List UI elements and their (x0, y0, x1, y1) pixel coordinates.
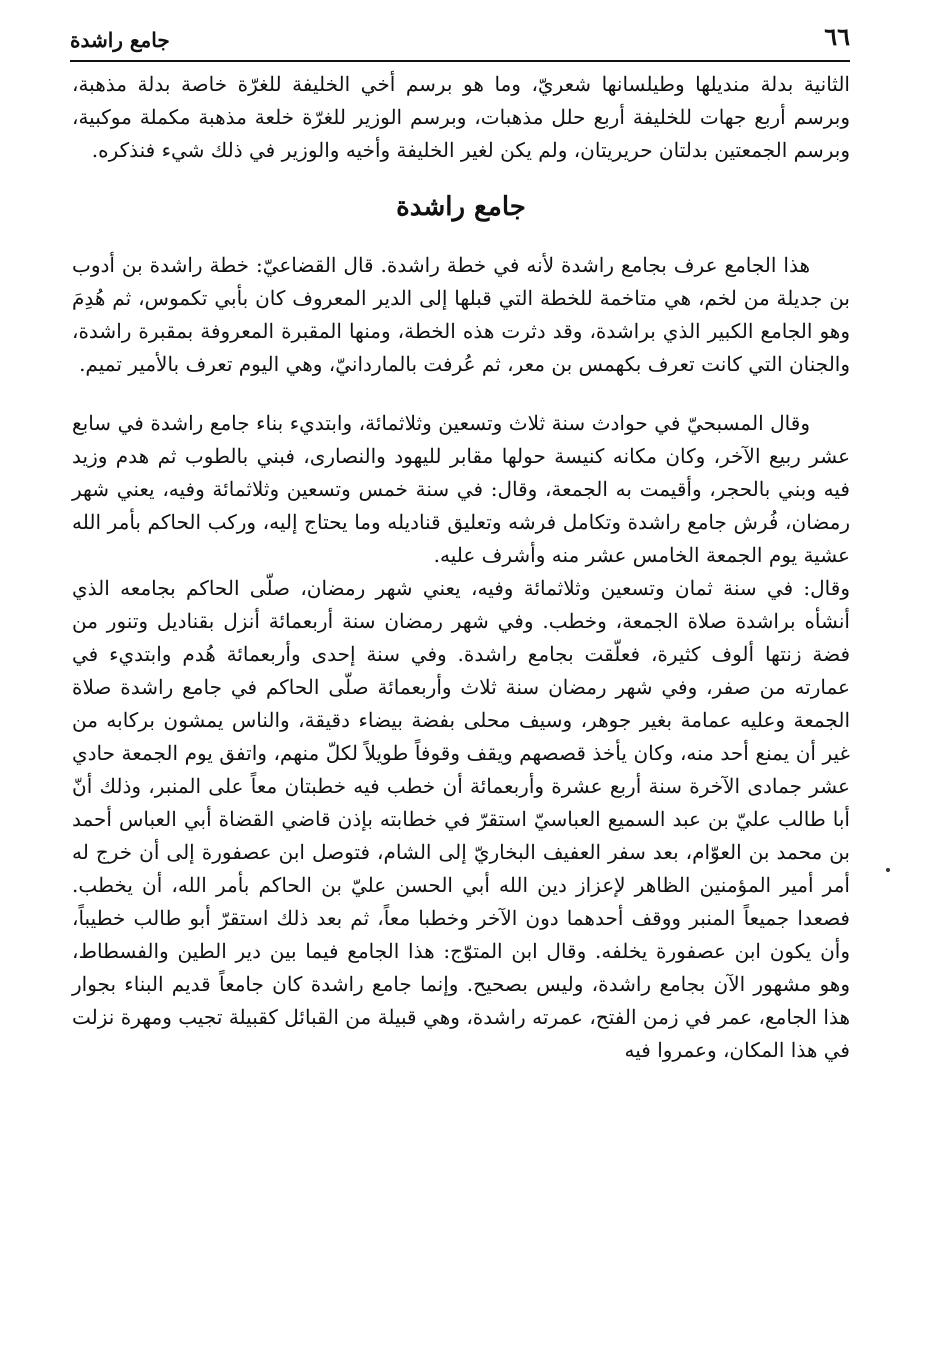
paragraph-1: هذا الجامع عرف بجامع راشدة لأنه في خطة راشدة. قال القضاعيّ: خطة راشدة بن أدوب بن جديلة من لخم، هي متاخمة للخطة التي قبلها إلى الدير المعروف كان بأبي تكموس، ثم هُدِمَ وهو الجامع الكبير الذي براشدة، وقد دثرت هذه الخطة، ومنها المقبرة المعروفة بمقبرة راشدة، والجنان التي كانت تعرف بكهمس بن معر، ثم عُرفت بالماردانيّ، وهي اليوم تعرف بالأمير تميم. (72, 253, 850, 376)
section-title: جامع راشدة (396, 192, 526, 222)
margin-dot (886, 868, 890, 872)
header-rule (70, 60, 850, 62)
running-header (70, 18, 850, 58)
intro-paragraph: الثانية بدلة منديلها وطيلسانها شعريّ، وما هو برسم أخي الخليفة للغرّة خاصة بدلة مذهبة، وبرسم أربع جهات للخليفة أربع حلل مذهبات، وبرسم الوزير للغرّة خلعة مذهبة مكملة موكبية، وبرسم الجمعتين بدلتان حريريتان، ولم يكن لغير الخليفة وأخيه والوزير في ذلك شيء فنذكره. (72, 72, 850, 162)
page-number: ٦٦ (824, 22, 850, 51)
paragraph-2: وقال المسبحيّ في حوادث سنة ثلاث وتسعين وثلاثمائة، وابتديء بناء جامع راشدة في سابع عشر ربيع الآخر، وكان مكانه كنيسة حولها مقابر لليهود والنصارى، فبني بالطوب ثم هدم وزيد فيه وبني بالحجر، وأقيمت به الجمعة، وقال: في سنة خمس وتسعين وثلاثمائة وفيه، يعني شهر رمضان، فُرش جامع راشدة وتكامل فرشه وتعليق قناديله وما يحتاج إليه، وركب الحاكم بأمر الله عشية يوم الجمعة الخامس عشر منه وأشرف عليه. (72, 411, 850, 567)
running-title: جامع راشدة (70, 28, 170, 52)
page-body (72, 68, 850, 1067)
paragraph-3: وقال: في سنة ثمان وتسعين وثلاثمائة وفيه، يعني شهر رمضان، صلّى الحاكم بجامعه الذي أنشأه براشدة صلاة الجمعة، وخطب. وفي شهر رمضان سنة أربعمائة أنزل بقناديل وتنور من فضة زنتها ألوف كثيرة، فعلّقت بجامع راشدة. وفي سنة إحدى وأربعمائة هُدم وابتديء في عمارته من صفر، وفي شهر رمضان سنة ثلاث وأربعمائة صلّى الحاكم في جامع راشدة صلاة الجمعة وعليه عمامة بغير جوهر، وسيف محلى بفضة بيضاء دقيقة، والناس يمشون بركابه من غير أن يمنع أحد منه، وكان يأخذ قصصهم ويقف وقوفاً طويلاً لكلّ منهم، واتفق يوم الجمعة حادي عشر جمادى الآخرة سنة أربع عشرة وأربعمائة أن خطب فيه خطبتان معاً على المنبر، وذلك أنّ أبا طالب عليّ بن عبد السميع العباسيّ استقرّ في خطابته بإذن قاضي القضاة أبي العباس أحمد بن محمد بن العوّام، بعد سفر العفيف البخاريّ إلى الشام، فتوصل ابن عصفورة إلى أن خرج له أمر أمير المؤمنين الظاهر لإعزاز دين الله أبي الحسن عليّ بن الحاكم بأمر الله، أن يخطب. فصعدا جميعاً المنبر ووقف أحدهما دون الآخر وخطبا معاً، ثم بعد ذلك استقرّ أبو طالب خطيباً، وأن يكون ابن عصفورة يخلفه. وقال ابن المتوّج: هذا الجامع فيما بين دير الطين والفسطاط، وهو مشهور الآن بجامع راشدة، وليس بصحيح. وإنما جامع راشدة كان جامعاً قديم البناء بجوار هذا الجامع، عمر في زمن الفتح، عمرته راشدة، وهي قبيلة من القبائل كقبيلة تجيب ومهرة نزلت في هذا المكان، وعمروا فيه (72, 576, 850, 1062)
paragraph-spacer (72, 381, 850, 407)
